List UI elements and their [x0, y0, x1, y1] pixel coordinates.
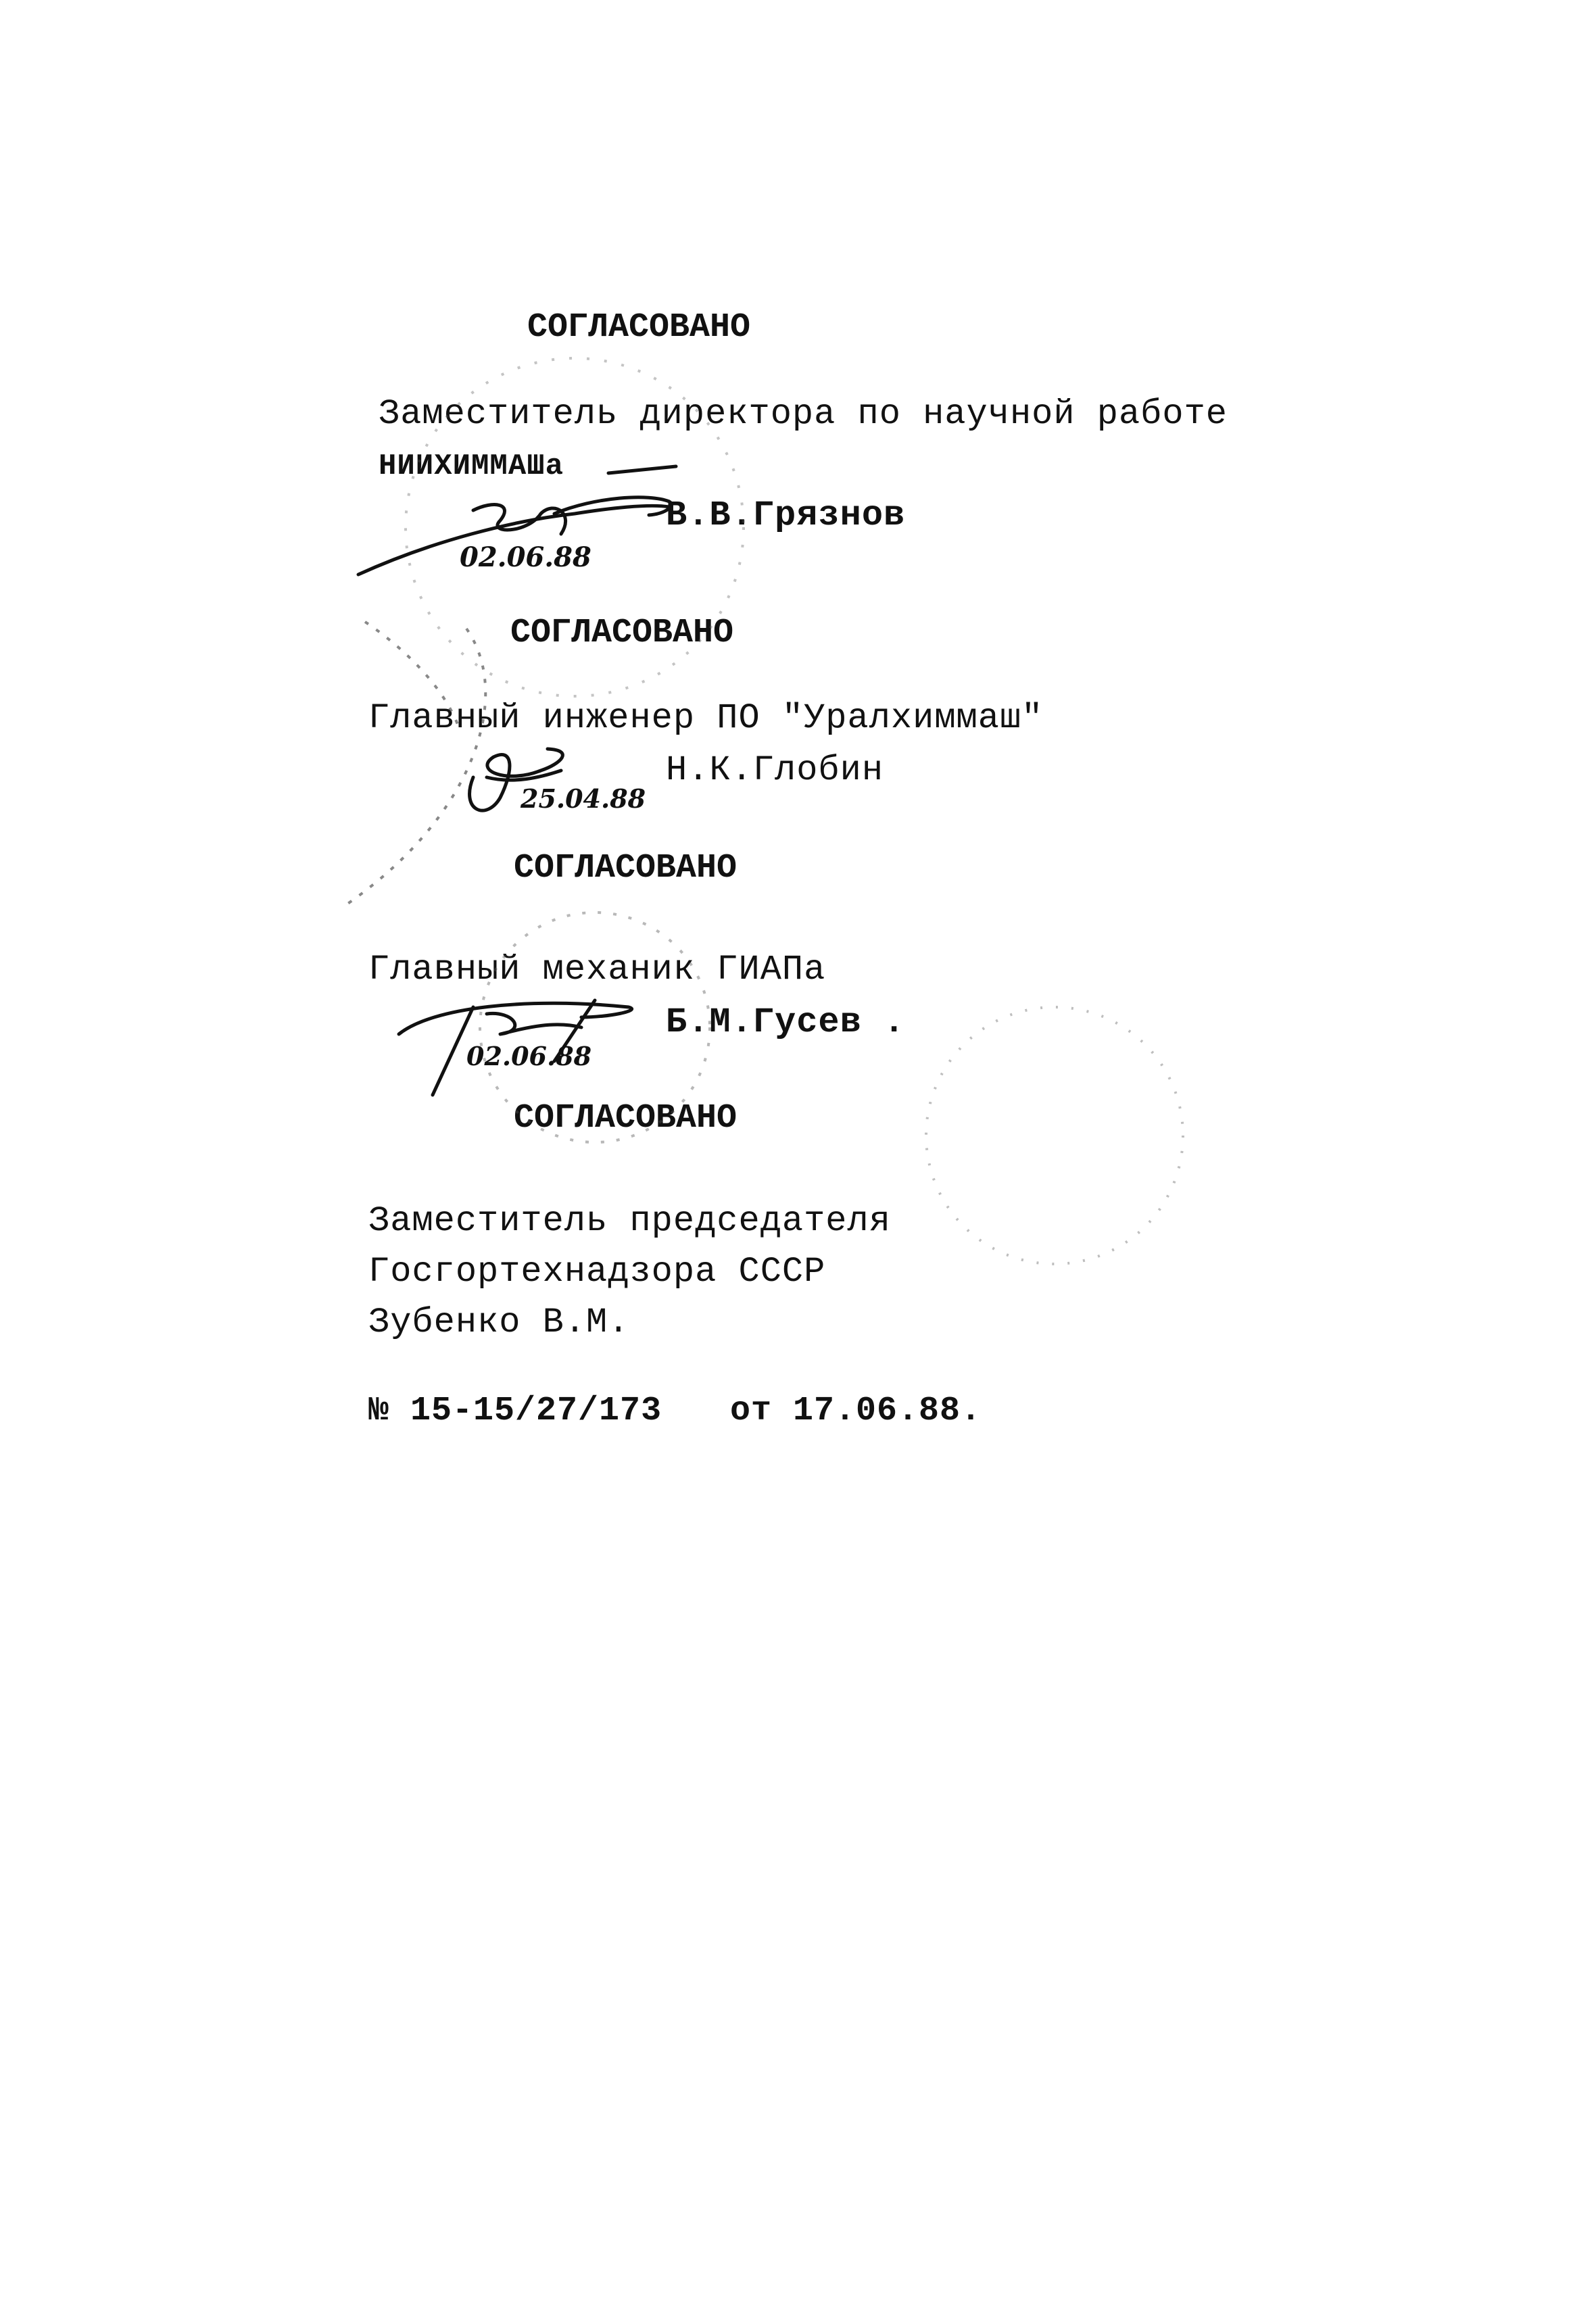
position-line-4a: Заместитель председателя [368, 1201, 891, 1241]
position-line-2: Главный инженер ПО "Уралхиммаш" [368, 698, 1044, 738]
approval-heading-2: СОГЛАСОВАНО [510, 614, 734, 652]
signature-date-3: 02.06.88 [466, 1041, 592, 1071]
approval-heading-1: СОГЛАСОВАНО [527, 308, 751, 347]
signature-date-2: 25.04.88 [521, 783, 646, 814]
position-line-3: Главный механик ГИАПа [368, 950, 826, 990]
document-date: от 17.06.88. [730, 1392, 982, 1430]
round-stamp-icon-3 [926, 1007, 1183, 1264]
signatory-name-4: Зубенко В.М. [368, 1302, 630, 1342]
signatory-name-3: Б.М.Гусев . [666, 1002, 906, 1042]
approval-heading-3: СОГЛАСОВАНО [514, 849, 737, 887]
approval-heading-4: СОГЛАСОВАНО [514, 1099, 737, 1138]
signature-globin-icon [470, 749, 646, 814]
position-line-4b: Госгортехнадзора СССР [368, 1252, 826, 1292]
position-line-1: Заместитель директора по научной работе [379, 394, 1228, 434]
signatory-name-2: Н.К.Глобин [666, 750, 884, 790]
document-number: № 15-15/27/173 [368, 1392, 662, 1430]
signatory-name-1: В.В.Грязнов [666, 495, 906, 535]
organization-name-1: НИИХИММАШа [379, 449, 564, 483]
signature-date-1: 02.06.88 [460, 541, 591, 573]
signature-gusev-icon [399, 1000, 632, 1095]
